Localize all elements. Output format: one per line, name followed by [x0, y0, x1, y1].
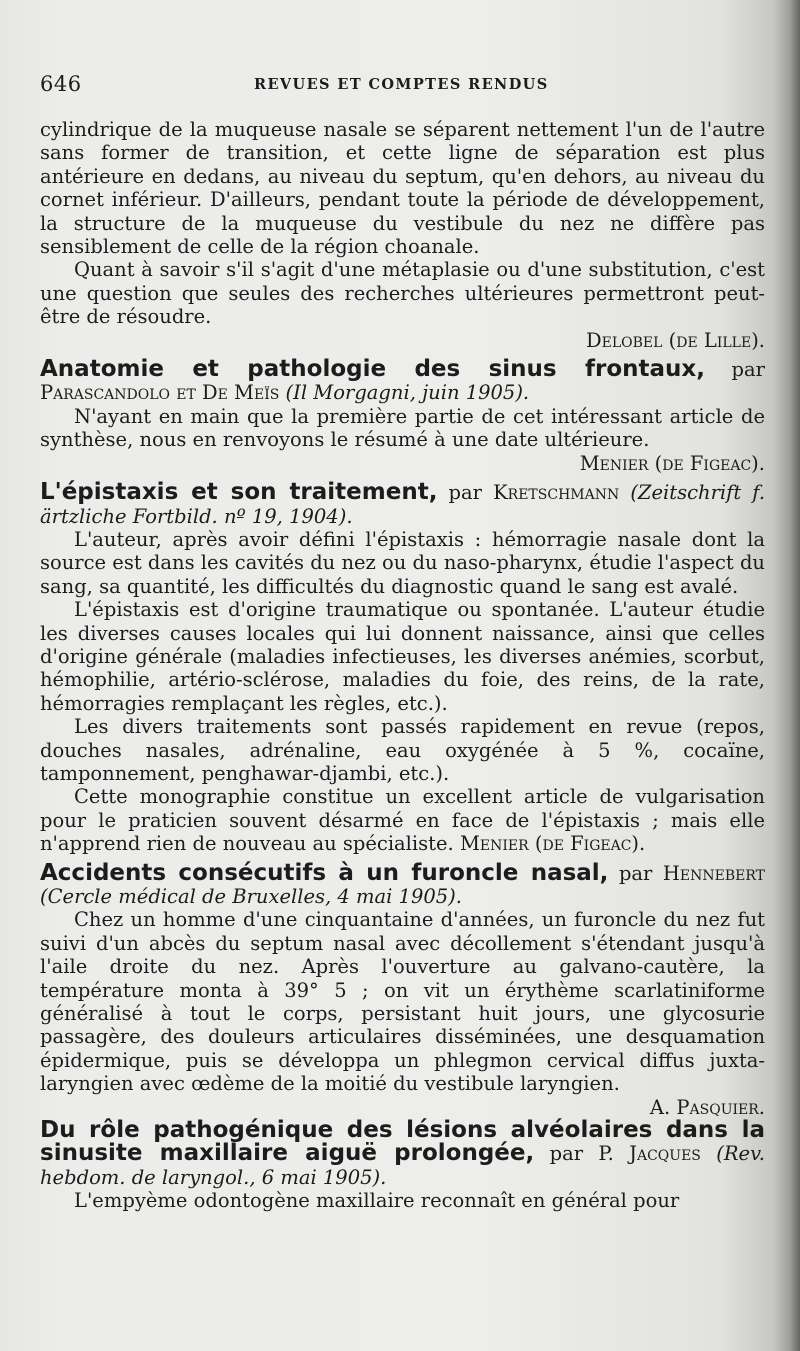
article-epistaxis [40, 481, 765, 856]
article-title: Anatomie et pathologie des sinus frontaux, [40, 356, 705, 383]
page-number: 646 [40, 72, 82, 96]
article-paragraph: L'empyème odontogène maxillaire reconnaît en général pour [74, 1189, 680, 1213]
article-authors: P. Jacques [598, 1142, 701, 1166]
byline-par: par [534, 1142, 599, 1166]
article-paragraph: N'ayant en main que la première partie de cet intéressant article de synthèse, nous en renvoyons le résumé à une date ultérieure. [40, 404, 765, 452]
signature [40, 1096, 765, 1119]
signature [40, 452, 765, 475]
signature-text: A. Pasquier. [649, 1095, 765, 1119]
carryover-paragraph: cylindrique de la muqueuse nasale se séparent nettement l'un de l'autre sans former de transition, et cette ligne de séparation est plus antérieure en dedans, au niveau du septum, qu'en dehors, au niveau du cornet inférieur. D'ailleurs, pendant toute la période de développement, la structure de la muqueuse du vestibule du nez ne diffère pas sensiblement de celle de la région choanale. [40, 118, 765, 259]
page-header [40, 72, 760, 96]
carryover-paragraph-2: Quant à savoir s'il s'agit d'une métaplasie ou d'une substitution, c'est une question que seules des recherches ultérieures permettront peut-être de résoudre. [40, 258, 765, 329]
byline-par: par [608, 861, 663, 885]
article-furuncle [40, 859, 765, 1119]
binding-shadow [774, 0, 800, 1351]
signature-text: Menier (de Figeac). [579, 451, 765, 475]
byline-par: par [437, 481, 494, 505]
article-heading [40, 1119, 765, 1189]
article-title: Du rôle pathogénique des lésions alvéolaires dans la sinusite maxillaire aiguë prolongée, [40, 1117, 765, 1167]
signature-text: Menier (de Figeac). [459, 832, 646, 856]
article-paragraph: L'épistaxis est d'origine traumatique ou spontanée. L'auteur étudie les diverses causes locales qui lui donnent naissance, ainsi que celles d'origine générale (maladies infectieuses, les diverses anémies, scorbut, hémophilie, artério-sclérose, maladies du foie, des reins, de la rate, hémorragies remplaçant les règles, etc.). [40, 598, 765, 715]
page-body [40, 118, 765, 1213]
article-heading [40, 859, 765, 909]
article-authors: Parascandolo et De Meïs [40, 381, 280, 405]
article-source: (Il Morgagni, juin 1905). [285, 381, 530, 405]
article-authors: Hennebert [662, 861, 765, 885]
article-paragraph [40, 785, 765, 855]
article-heading [40, 481, 765, 528]
article-source: (Zeitschrift f. ärtzliche Fortbild. nº 19, 1904). [40, 481, 766, 528]
running-head: REVUES ET COMPTES RENDUS [254, 76, 549, 93]
article-title: Accidents consécutifs à un furoncle nasal, [40, 859, 609, 886]
signature [40, 329, 765, 352]
article-paragraph-text: Cette monographie constitue un excellent article de vulgarisation pour le praticien souvent désarmé en face de l'épistaxis ; mais elle n'apprend rien de nouveau au spécialiste. [40, 785, 765, 856]
article-source: (Rev. hebdom. de laryngol., 6 mai 1905). [40, 1142, 765, 1189]
article-title: L'épistaxis et son traitement, [40, 479, 438, 506]
signature-text: Delobel (de Lille). [586, 328, 765, 352]
byline-par: par [704, 358, 765, 382]
article-paragraph: L'auteur, après avoir défini l'épistaxis : hémorragie nasale dont la source est dans les cavités du nez ou du naso-pharynx, étudie l'aspect du sang, sa quantité, les difficultés du diagnostic quand le sang est avalé. [40, 527, 765, 598]
article-paragraph: Les divers traitements sont passés rapidement en revue (repos, douches nasales, adrénaline, eau oxygénée à 5 %, cocaïne, tamponnement, penghawar-djambi, etc.). [40, 715, 765, 785]
article-authors: Kretschmann [493, 481, 620, 505]
article-heading [40, 358, 765, 405]
article-frontal-sinus [40, 358, 765, 475]
article-paragraph: Chez un homme d'une cinquantaine d'années, un furoncle du nez fut suivi d'un abcès du septum nasal avec décollement s'étendant jusqu'à l'aile droite du nez. Après l'ouverture au galvano-cautère, la température monta à 39° 5 ; on vit un érythème scarlatiniforme généralisé à tout le corps, persistant huit jours, une glycosurie passagère, des douleurs articulaires disséminées, une desquamation épidermique, puis se développa un phlegmon cervical diffus juxta-laryngien avec œdème de la moitié du vestibule laryngien. [40, 908, 765, 1096]
article-source: (Cercle médical de Bruxelles, 4 mai 1905). [40, 885, 462, 908]
article-maxillary-sinusitis [40, 1119, 765, 1213]
